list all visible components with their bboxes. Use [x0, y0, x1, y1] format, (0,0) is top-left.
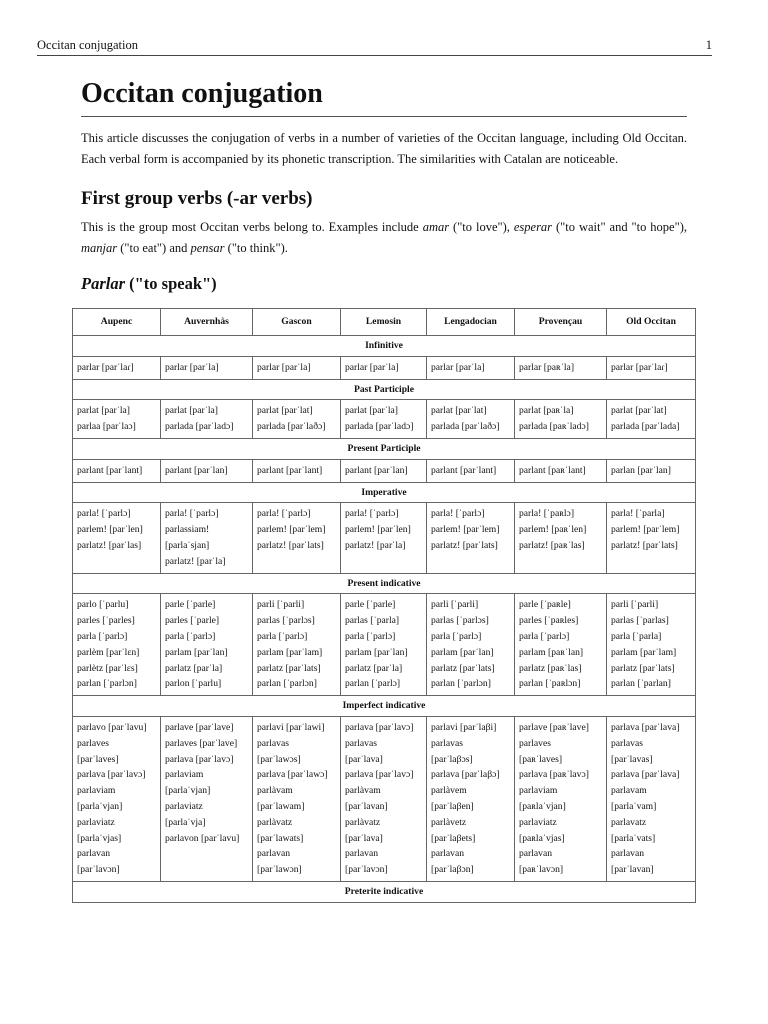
form-line: parlan [ˈparlan]	[611, 678, 671, 690]
form-line: parlàvetz	[431, 816, 467, 828]
article-title: Occitan conjugation	[81, 76, 687, 117]
form-line: parlèm [parˈlɛn]	[77, 646, 140, 658]
form-line: parlatz! [parˈla]	[165, 555, 226, 567]
form-line: parlas [ˈparlas]	[611, 615, 669, 627]
table-cell	[161, 716, 253, 881]
form-line: parli [ˈparli]	[611, 599, 659, 611]
form-line: parlem! [paʀˈlen]	[519, 524, 587, 536]
table-cell	[341, 594, 427, 696]
form-line: [parlaˈvjan]	[165, 785, 211, 797]
form-line: parlan [parˈlan]	[611, 464, 671, 476]
form-line: parlatz! [paʀˈlas]	[519, 539, 585, 551]
example-manjar[interactable]: manjar	[81, 241, 118, 255]
form-line: parlatz [parˈla]	[165, 662, 223, 674]
form-line: parlon [ˈparlu]	[165, 678, 222, 690]
table-cell	[607, 503, 696, 573]
form-line: parlat [parˈlat]	[611, 405, 667, 417]
table-cell	[161, 356, 253, 379]
form-line: parla! [ˈparla]	[611, 508, 665, 520]
form-line: parlavas	[345, 737, 377, 749]
form-line: parlam [paʀˈlan]	[519, 646, 584, 658]
form-line: parlavatz	[611, 816, 647, 828]
column-header: Gascon	[253, 309, 341, 336]
form-line: parlem! [parˈlem]	[431, 524, 500, 536]
form-line: parlaviam	[77, 785, 116, 797]
article-content	[81, 76, 687, 295]
form-line: parlada [parˈlaðɔ]	[431, 421, 500, 433]
table-cell	[515, 716, 607, 881]
section-row	[73, 438, 696, 459]
subsection-heading	[81, 273, 687, 295]
table-cell	[515, 594, 607, 696]
form-line: parlaviatz	[77, 816, 115, 828]
form-line: parlas [ˈparla]	[345, 615, 400, 627]
form-line: parlatz [paʀˈlas]	[519, 662, 582, 674]
form-line: parlam [parˈlan]	[431, 646, 494, 658]
form-line: parlaves	[77, 737, 109, 749]
column-header: Provençau	[515, 309, 607, 336]
form-line: parlat [paʀˈla]	[519, 405, 574, 417]
table-cell	[253, 400, 341, 439]
form-line: parlatz! [parˈlats]	[257, 539, 324, 551]
table-row	[73, 594, 696, 696]
section-title: Present Participle	[73, 438, 696, 459]
form-line: parlat [parˈla]	[345, 405, 398, 417]
section-title: Imperfect indicative	[73, 696, 696, 717]
section-row	[73, 336, 696, 357]
form-line: parlatz [parˈla]	[345, 662, 403, 674]
table-cell	[253, 716, 341, 881]
form-line: parlada [parˈlada]	[611, 421, 680, 433]
form-line: parlant [parˈlant]	[77, 464, 143, 476]
form-line: parlant [parˈlant]	[257, 464, 323, 476]
form-line: parlatz [parˈlats]	[611, 662, 675, 674]
form-line: parlavon [parˈlavu]	[165, 832, 240, 844]
form-line: parlant [paʀˈlant]	[519, 464, 586, 476]
form-line: parlaviatz	[165, 800, 203, 812]
table-header-row	[73, 309, 696, 336]
section-heading: First group verbs (-ar verbs)	[81, 188, 313, 209]
table-cell	[515, 503, 607, 573]
running-header	[37, 37, 712, 56]
form-line: parlava [parˈlavɔ]	[345, 721, 414, 733]
table-cell	[341, 356, 427, 379]
form-line: parlar [paʀˈla]	[519, 361, 575, 373]
form-line: parlavan	[257, 848, 291, 860]
table-row	[73, 503, 696, 573]
subsection-gloss: ("to speak")	[125, 274, 217, 293]
table-cell	[73, 716, 161, 881]
form-line: parlant [parˈlan]	[345, 464, 408, 476]
form-line: parlas [ˈparlɔs]	[257, 615, 315, 627]
section-title: Imperative	[73, 482, 696, 503]
form-line: parlat [parˈlat]	[431, 405, 487, 417]
form-line: parlaves [parˈlave]	[165, 737, 238, 749]
table-cell	[607, 716, 696, 881]
form-line: [parˈlavan]	[345, 800, 388, 812]
form-line: parla! [ˈparlɔ]	[165, 508, 219, 520]
table-row	[73, 400, 696, 439]
column-header: Old Occitan	[607, 309, 696, 336]
table-cell	[515, 459, 607, 482]
form-line: parlavan	[431, 848, 465, 860]
section-row	[73, 379, 696, 400]
form-line: parlatz! [parˈla]	[345, 539, 406, 551]
form-line: parlada [parˈladɔ]	[345, 421, 414, 433]
table-cell	[341, 459, 427, 482]
column-header: Lengadocian	[427, 309, 515, 336]
form-line: parlant [parˈlant]	[431, 464, 497, 476]
form-line: parla [ˈparlɔ]	[77, 630, 128, 642]
form-line: [paʀˈlaves]	[519, 753, 563, 765]
form-line: parla [ˈparla]	[611, 630, 662, 642]
table-cell	[607, 459, 696, 482]
form-line: parla [ˈparlɔ]	[257, 630, 308, 642]
form-line: parlava [parˈlavɔ]	[165, 753, 234, 765]
section-row	[73, 482, 696, 503]
form-line: parlam [parˈlam]	[611, 646, 677, 658]
form-line: parlàvam	[345, 785, 381, 797]
table-cell	[427, 503, 515, 573]
form-line: parlem! [parˈlen]	[345, 524, 411, 536]
form-line: parlàvam	[257, 785, 293, 797]
example-pensar[interactable]: pensar	[190, 241, 225, 255]
table-cell	[427, 356, 515, 379]
table-cell	[253, 356, 341, 379]
form-line: parlavi [parˈlaβi]	[431, 721, 497, 733]
form-line: parlem! [parˈlem]	[257, 524, 326, 536]
form-line: parlat [parˈla]	[165, 405, 218, 417]
form-line: parla! [ˈparlɔ]	[257, 508, 311, 520]
form-line: parlavan	[611, 848, 645, 860]
form-line: parlava [parˈlavɔ]	[77, 769, 146, 781]
column-header: Aupenc	[73, 309, 161, 336]
form-line: parli [ˈparli]	[257, 599, 305, 611]
table-cell	[427, 459, 515, 482]
form-line: parle [ˈparle]	[165, 599, 216, 611]
form-line: parlavan	[77, 848, 111, 860]
form-line: parlava [parˈlawɔ]	[257, 769, 328, 781]
form-line: parlassiam!	[165, 524, 210, 536]
form-line: [parˈlava]	[345, 832, 383, 844]
form-line: [parlaˈvam]	[611, 800, 657, 812]
form-line: parlaviam	[519, 785, 558, 797]
form-line: parlava [parˈlava]	[611, 769, 680, 781]
form-line: [paʀlaˈvjas]	[519, 832, 565, 844]
form-line: parlada [parˈlaðɔ]	[257, 421, 326, 433]
form-line: parlaa [parˈlaɔ]	[77, 421, 136, 433]
form-line: parlàvem	[431, 785, 467, 797]
form-line: parlavo [parˈlavu]	[77, 721, 147, 733]
form-line: [parlaˈvjan]	[77, 800, 123, 812]
form-line: parlètz [parˈlɛs]	[77, 662, 138, 674]
example-esperar[interactable]: esperar	[513, 220, 553, 234]
form-line: [parˈlaβɔs]	[431, 753, 473, 765]
column-header: Lemosin	[341, 309, 427, 336]
form-line: parlavas	[431, 737, 463, 749]
table-cell	[161, 459, 253, 482]
table-cell	[341, 716, 427, 881]
form-line: parle [ˈpaʀle]	[519, 599, 571, 611]
form-line: parlar [parˈla]	[257, 361, 311, 373]
conjugation-table	[72, 308, 696, 903]
form-line: parlar [parˈla]	[345, 361, 399, 373]
form-line: parlatz! [parˈlas]	[77, 539, 142, 551]
table-row	[73, 459, 696, 482]
form-line: parlava [parˈlava]	[611, 721, 680, 733]
form-line: parle [ˈparle]	[345, 599, 396, 611]
form-line: [parˈlawɔn]	[257, 864, 302, 876]
table-cell	[73, 459, 161, 482]
form-line: [parlaˈvats]	[611, 832, 656, 844]
form-line: parlatz [parˈlats]	[431, 662, 495, 674]
form-line: parlavi [parˈlawi]	[257, 721, 325, 733]
form-line: parlavan	[519, 848, 553, 860]
page-number: 1	[705, 38, 712, 52]
form-line: parlàvatz	[345, 816, 381, 828]
table-cell	[73, 356, 161, 379]
form-line: parlan [ˈparlɔn]	[257, 678, 317, 690]
table-cell	[253, 459, 341, 482]
form-line: parlam [parˈlam]	[257, 646, 323, 658]
table-cell	[73, 503, 161, 573]
table-cell	[427, 716, 515, 881]
table-cell	[73, 594, 161, 696]
form-line: parla [ˈparlɔ]	[431, 630, 482, 642]
section-title: Preterite indicative	[73, 881, 696, 902]
form-line: parlave [paʀˈlave]	[519, 721, 589, 733]
section-row	[73, 573, 696, 594]
form-line: [parˈlavɔn]	[77, 864, 120, 876]
form-line: parlar [parˈlaɾ]	[611, 361, 668, 373]
form-line: [parˈlaβɔn]	[431, 864, 474, 876]
table-cell	[515, 400, 607, 439]
form-line: [parˈlaves]	[77, 753, 119, 765]
form-line: [parˈlavan]	[611, 864, 654, 876]
article-intro: This article discusses the conjugation of verbs in a number of varieties of the Occitan language, including Old Occitan. Each verbal form is accompanied by its phonetic transcription. The similarities with Catalan are noticeable.	[81, 131, 687, 166]
form-line: [parˈlavas]	[611, 753, 653, 765]
running-header-title: Occitan conjugation	[37, 38, 139, 52]
form-line: parlat [parˈla]	[77, 405, 130, 417]
section-title: Infinitive	[73, 336, 696, 357]
form-line: [parˈlawam]	[257, 800, 305, 812]
form-line: parlavam	[611, 785, 647, 797]
section-text: This is the group most Occitan verbs belong to. Examples include amar ("to love"), esperar ("to wait" and "to hope"), manjar ("to eat") and pensar ("to think").	[81, 220, 687, 255]
table-cell	[161, 400, 253, 439]
form-line: parlar [parˈla]	[165, 361, 219, 373]
form-line: parlavas	[611, 737, 643, 749]
form-line: [paʀˈlavɔn]	[519, 864, 564, 876]
form-line: parlave [parˈlave]	[165, 721, 234, 733]
form-line: parlaves	[519, 737, 551, 749]
form-line: parlavan	[345, 848, 379, 860]
form-line: parlan [ˈpaʀlɔn]	[519, 678, 581, 690]
table-cell	[253, 594, 341, 696]
form-line: parlan [ˈparlɔ]	[345, 678, 401, 690]
section-row	[73, 696, 696, 717]
form-line: [parˈlava]	[345, 753, 383, 765]
table-cell	[607, 594, 696, 696]
form-line: parlava [paʀˈlavɔ]	[519, 769, 589, 781]
form-line: parlan [ˈparlɔn]	[431, 678, 491, 690]
form-line: [parˈlaβen]	[431, 800, 474, 812]
form-line: parlàvatz	[257, 816, 293, 828]
form-line: parles [ˈparle]	[165, 615, 220, 627]
section-row	[73, 881, 696, 902]
section-title: Present indicative	[73, 573, 696, 594]
table-cell	[341, 400, 427, 439]
form-line: parlan [ˈparlɔn]	[77, 678, 137, 690]
form-line: parlam [parˈlan]	[345, 646, 408, 658]
form-line: parlatz! [parˈlats]	[611, 539, 678, 551]
table-cell	[341, 503, 427, 573]
form-line: parlada [parˈladɔ]	[165, 421, 234, 433]
form-line: parles [ˈparles]	[77, 615, 135, 627]
form-line: parli [ˈparli]	[431, 599, 479, 611]
form-line: parlava [parˈlavɔ]	[345, 769, 414, 781]
form-line: [parlaˈvja]	[165, 816, 206, 828]
form-line: parla [ˈparlɔ]	[345, 630, 396, 642]
table-cell	[161, 503, 253, 573]
table-cell	[515, 356, 607, 379]
form-line: parlavas	[257, 737, 289, 749]
form-line: parles [ˈpaʀles]	[519, 615, 579, 627]
form-line: parlatz! [parˈlats]	[431, 539, 498, 551]
table-row	[73, 356, 696, 379]
section-title: Past Participle	[73, 379, 696, 400]
table-cell	[607, 356, 696, 379]
form-line: parla [ˈparlɔ]	[519, 630, 570, 642]
form-line: parlem! [parˈlem]	[611, 524, 680, 536]
form-line: parlava [parˈlaβɔ]	[431, 769, 500, 781]
form-line: [paʀlaˈvjan]	[519, 800, 566, 812]
form-line: parlant [parˈlan]	[165, 464, 228, 476]
form-line: parla! [ˈparlɔ]	[77, 508, 131, 520]
form-line: parlo [ˈparlu]	[77, 599, 129, 611]
form-line: [parlaˈsjan]	[165, 539, 210, 551]
form-line: parlar [parˈlaɾ]	[77, 361, 134, 373]
form-line: parlaviam	[165, 769, 204, 781]
form-line: parla [ˈparlɔ]	[165, 630, 216, 642]
table-row	[73, 716, 696, 881]
subsection-verb: Parlar	[81, 274, 126, 293]
form-line: parlaviatz	[519, 816, 557, 828]
form-line: parlatz [parˈlats]	[257, 662, 321, 674]
form-line: parlar [parˈla]	[431, 361, 485, 373]
table-cell	[607, 400, 696, 439]
form-line: [parˈlawɔs]	[257, 753, 301, 765]
form-line: parlam [parˈlan]	[165, 646, 228, 658]
column-header: Auvernhàs	[161, 309, 253, 336]
table-cell	[253, 503, 341, 573]
form-line: [parˈlaβets]	[431, 832, 476, 844]
form-line: parla! [ˈparlɔ]	[345, 508, 399, 520]
example-amar[interactable]: amar	[422, 220, 450, 234]
table-cell	[161, 594, 253, 696]
form-line: [parlaˈvjas]	[77, 832, 122, 844]
table-cell	[73, 400, 161, 439]
table-cell	[427, 594, 515, 696]
form-line: parlat [parˈlat]	[257, 405, 313, 417]
form-line: parlem! [parˈlen]	[77, 524, 143, 536]
form-line: parlas [ˈparlɔs]	[431, 615, 489, 627]
form-line: [parˈlavɔn]	[345, 864, 388, 876]
form-line: parla! [ˈparlɔ]	[431, 508, 485, 520]
form-line: parla! [ˈpaʀlɔ]	[519, 508, 575, 520]
form-line: parlada [paʀˈladɔ]	[519, 421, 589, 433]
table-cell	[427, 400, 515, 439]
form-line: [parˈlawats]	[257, 832, 304, 844]
